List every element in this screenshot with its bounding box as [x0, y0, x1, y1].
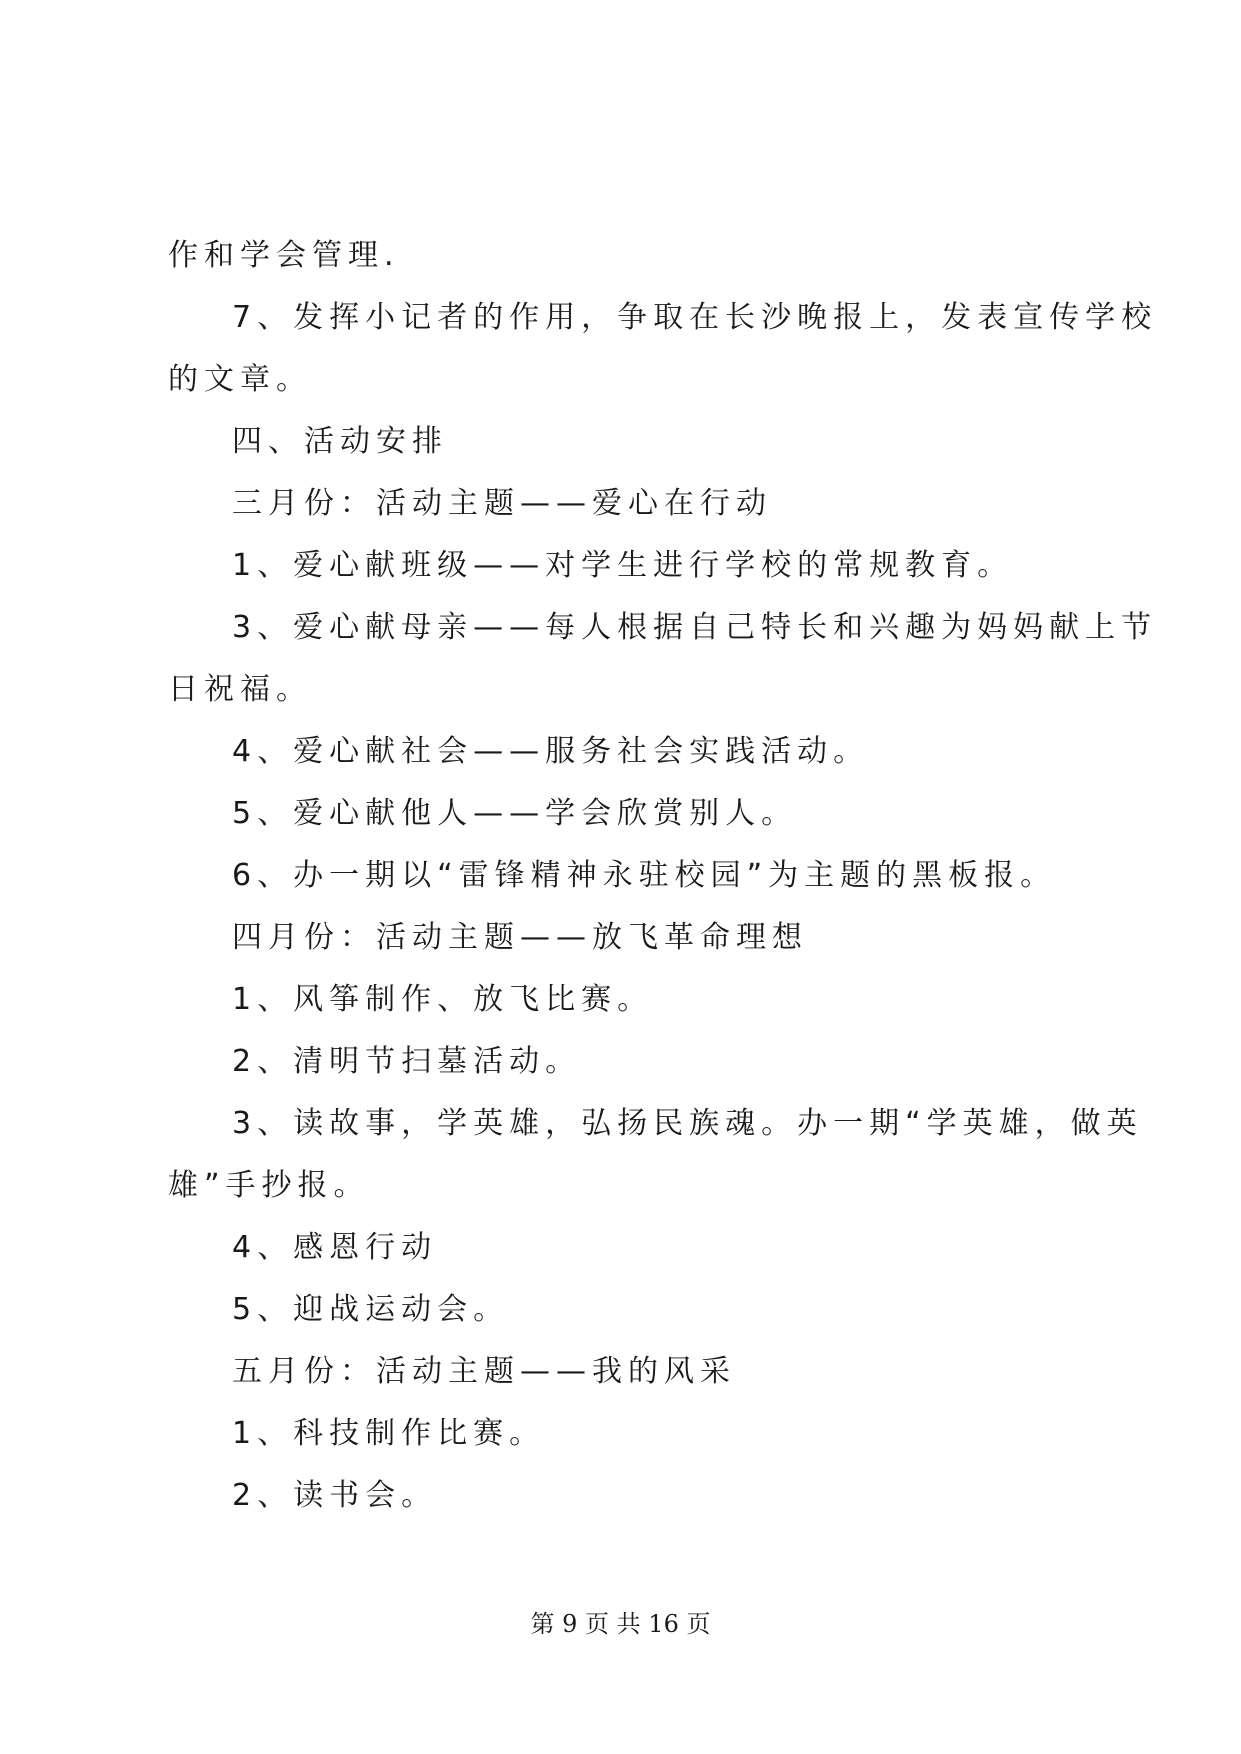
paragraph-line: 雄”手抄报。 [168, 1168, 370, 1203]
month-heading: 三月份：活动主题——爱心在行动 [232, 486, 772, 521]
list-item: 3、读故事，学英雄，弘扬民族魂。办一期“学英雄，做英 [232, 1106, 1143, 1141]
list-item: 1、科技制作比赛。 [232, 1416, 546, 1451]
paragraph-line: 作和学会管理. [168, 238, 400, 273]
list-item: 1、爱心献班级——对学生进行学校的常规教育。 [232, 548, 1014, 583]
list-item: 3、爱心献母亲——每人根据自己特长和兴趣为妈妈献上节 [232, 610, 1158, 645]
list-item: 6、办一期以“雷锋精神永驻校园”为主题的黑板报。 [232, 858, 1057, 893]
month-heading: 四月份：活动主题——放飞革命理想 [232, 920, 808, 955]
paragraph-line: 日祝福。 [168, 672, 312, 707]
page-number-footer: 第 9 页 共 16 页 [530, 1610, 711, 1638]
section-heading: 四、活动安排 [232, 424, 448, 459]
month-heading: 五月份：活动主题——我的风采 [232, 1354, 736, 1389]
list-item: 2、清明节扫墓活动。 [232, 1044, 582, 1079]
paragraph-line: 7、发挥小记者的作用，争取在长沙晚报上，发表宣传学校 [232, 300, 1158, 335]
list-item: 1、风筝制作、放飞比赛。 [232, 982, 654, 1017]
list-item: 5、爱心献他人——学会欣赏别人。 [232, 796, 798, 831]
list-item: 5、迎战运动会。 [232, 1292, 510, 1327]
list-item: 4、感恩行动 [232, 1230, 438, 1265]
list-item: 4、爱心献社会——服务社会实践活动。 [232, 734, 870, 769]
paragraph-line: 的文章。 [168, 362, 312, 397]
list-item: 2、读书会。 [232, 1478, 438, 1513]
